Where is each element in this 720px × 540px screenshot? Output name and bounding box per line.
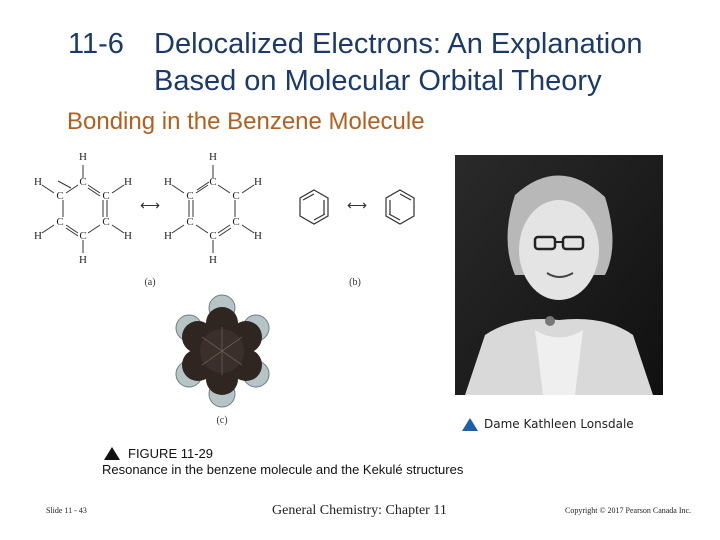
h-atom-label: H	[209, 254, 217, 266]
c-atom-label: C	[79, 230, 87, 242]
slide-number: Slide 11 - 43	[46, 506, 87, 515]
c-atom-label: C	[79, 176, 87, 188]
c-atom-label: C	[56, 216, 64, 228]
title-line-2: Based on Molecular Orbital Theory	[154, 65, 602, 97]
c-atom-label: C	[102, 216, 110, 228]
c-atom-label: C	[186, 190, 194, 202]
h-atom-label: H	[124, 230, 132, 242]
h-atom-label: H	[124, 176, 132, 188]
triangle-icon	[104, 447, 120, 460]
panel-label-b: (b)	[349, 277, 361, 288]
lonsdale-photo	[455, 155, 663, 395]
shorthand-structure-2	[386, 190, 414, 224]
kekule-structure-2	[164, 151, 262, 266]
title-number: 11-6	[68, 28, 124, 60]
course-title: General Chemistry: Chapter 11	[272, 503, 447, 518]
c-atom-label: C	[232, 216, 240, 228]
h-atom-label: H	[254, 230, 262, 242]
shorthand-structure-1	[300, 190, 328, 224]
c-atom-label: C	[56, 190, 64, 202]
h-atom-label: H	[209, 151, 217, 163]
figure-number-row	[100, 446, 525, 461]
figure-caption-text: Resonance in the benzene molecule and the Kekulé structures	[102, 462, 464, 477]
copyright: Copyright © 2017 Pearson Canada Inc.	[565, 506, 692, 515]
space-filling-model	[176, 295, 269, 407]
c-atom-label: C	[186, 216, 194, 228]
title-line-1: Delocalized Electrons: An Explanation	[154, 28, 643, 60]
photo-caption	[462, 417, 634, 431]
h-atom-label: H	[164, 176, 172, 188]
figure-number: FIGURE 11-29	[128, 446, 214, 461]
panel-label-c: (c)	[216, 415, 228, 426]
benzene-diagram	[30, 145, 430, 435]
slide-title	[68, 26, 642, 100]
c-atom-label: C	[209, 230, 217, 242]
h-atom-label: H	[79, 151, 87, 163]
c-atom-label: C	[209, 176, 217, 188]
panel-label-a: (a)	[144, 277, 156, 288]
figure-caption	[100, 446, 525, 477]
h-atom-label: H	[164, 230, 172, 242]
c-atom-label: C	[102, 190, 110, 202]
h-atom-label: H	[79, 254, 87, 266]
h-atom-label: H	[34, 176, 42, 188]
slide-subtitle: Bonding in the Benzene Molecule	[67, 108, 425, 135]
h-atom-label: H	[34, 230, 42, 242]
photo-caption-text: Dame Kathleen Lonsdale	[484, 417, 634, 431]
resonance-arrow-icon: ⟷	[346, 199, 368, 214]
h-atom-label: H	[254, 176, 262, 188]
c-atom-label: C	[232, 190, 240, 202]
kekule-structure-1	[34, 151, 132, 266]
triangle-icon	[462, 418, 478, 431]
resonance-arrow-icon: ⟷	[139, 199, 161, 214]
